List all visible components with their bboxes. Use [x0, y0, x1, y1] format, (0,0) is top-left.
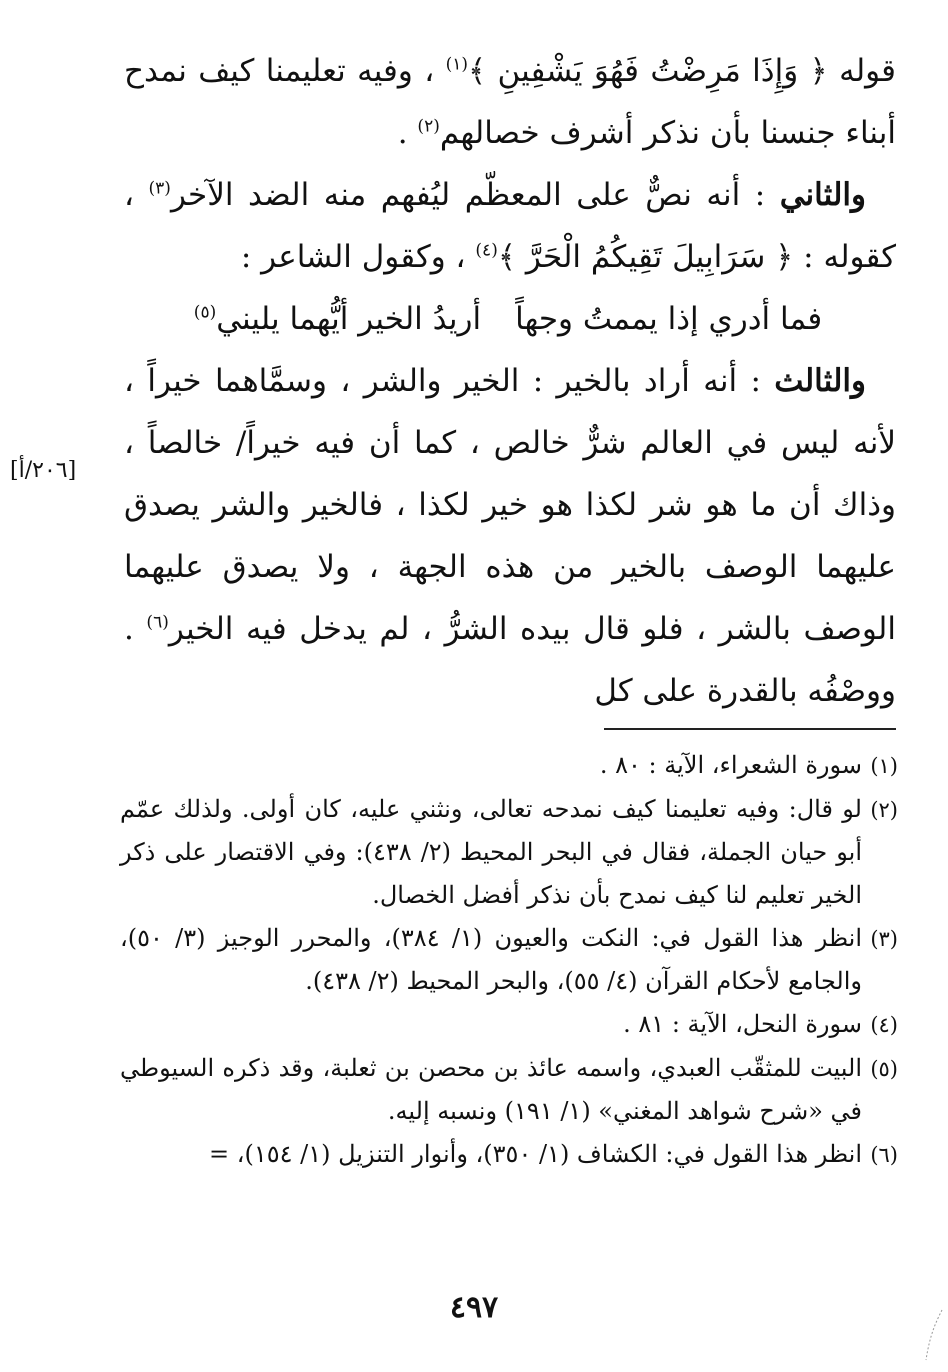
page-number: ٤٩٧: [449, 1290, 499, 1325]
paragraph-1: [124, 40, 896, 164]
verse-second-hemistich: [194, 288, 481, 350]
section-label: والثاني: [779, 177, 867, 213]
main-text: [124, 40, 896, 722]
footnote-number: (٦): [870, 1143, 898, 1167]
footnote: [120, 744, 898, 788]
footnote-number: (١): [870, 754, 898, 778]
footnote-separator: [604, 728, 896, 730]
footnote: [120, 788, 898, 917]
footnote-marker: (٢): [417, 116, 440, 137]
paragraph-2: [124, 164, 896, 288]
footnote: [120, 1133, 898, 1177]
text-run: ، وفيه تعليمنا كيف نمدح أبناء جنسنا بأن نذكر أشرف خصالهم: [124, 53, 896, 151]
footnote-text: سورة الشعراء، الآية : ٨٠ .: [599, 751, 862, 779]
text-run: : أنه أراد بالخير : الخير والشر ، وسمَّاهما خيراً ، لأنه ليس في العالم شرٌّ خالص ، كما أن فيه خيراً/ خالصاً ، وذاك أن ما هو شر لكذا هو خير لكذا ، فالخير والشر يصدق عليهما الوصف بالخير من هذه الجهة ، ولا يصدق عليهما الوصف بالشر ، فلو قال بيده الشرُّ ، لم يدخل فيه الخير: [124, 363, 896, 647]
footnote-text: لو قال: وفيه تعليمنا كيف نمدحه تعالى، ونثني عليه، كان أولى. ولذلك عمّم أبو حيان الجملة، فقال في البحر المحيط (٢/ ٤٣٨): وفي الاقتصار على ذكر الخير تعليم لنا كيف نمدح بأن نذكر أفضل الخصال.: [120, 795, 862, 909]
text-run: ، وكقول الشاعر :: [240, 239, 476, 275]
footnote-marker: (١): [445, 54, 469, 75]
footnote: [120, 917, 898, 1003]
footnote-marker: (٦): [146, 612, 169, 633]
footnote: [120, 1047, 898, 1133]
text-run: قوله: [827, 53, 896, 89]
text-run: .: [397, 115, 418, 151]
paragraph-3: [124, 350, 896, 722]
footnote-text: انظر هذا القول في: النكت والعيون (١/ ٣٨٤)، والمحرر الوجيز (٣/ ٥٠)، والجامع لأحكام القرآن (٤/ ٥٥)، والبحر المحيط (٢/ ٤٣٨).: [120, 924, 863, 995]
verse-first-hemistich: فما أدري إذا يممتُ وجهاً: [515, 301, 823, 337]
text-run: : أنه نصٌّ على المعظّم ليُفهم منه الضد الآخر: [170, 177, 780, 213]
footnote-number: (٢): [870, 798, 898, 822]
quran-quote: ﴿ وَإِذَا مَرِضْتُ فَهُوَ يَشْفِينِ ﴾: [468, 53, 828, 89]
footnote-text: البيت للمثقّب العبدي، واسمه عائذ بن محصن بن ثعلبة، وقد ذكره السيوطي في «شرح شواهد المغني» (١/ ١٩١) ونسبه إليه.: [120, 1054, 862, 1125]
footnote-marker: (٥): [193, 302, 217, 323]
footnote-number: (٥): [870, 1057, 898, 1081]
poetry-verse: [124, 288, 896, 350]
footnotes: [120, 744, 898, 1177]
footnote: [120, 1003, 898, 1047]
text-run: . ووصْفُه بالقدرة على كل: [124, 611, 896, 709]
footnote-text: انظر هذا القول في: الكشاف (١/ ٣٥٠)، وأنوار التنزيل (١/ ١٥٤)، =: [209, 1140, 862, 1168]
text-run: أريدُ الخير أيُّهما يليني: [216, 301, 482, 337]
footnote-number: (٣): [870, 927, 898, 951]
footnote-marker: (٣): [148, 178, 171, 199]
section-label: والثالث: [774, 363, 866, 399]
page-edge-mark: [922, 1308, 944, 1362]
footnote-number: (٤): [870, 1013, 898, 1037]
footnote-marker: (٤): [475, 240, 498, 261]
quran-quote: ﴿ سَرَابِيلَ تَقِيكُمُ الْحَرَّ ﴾: [497, 239, 794, 275]
footnote-text: سورة النحل، الآية : ٨١ .: [623, 1010, 862, 1038]
text-run: ، كقوله :: [124, 177, 896, 275]
manuscript-folio-ref: [٢٠٦/أ]: [10, 458, 77, 483]
